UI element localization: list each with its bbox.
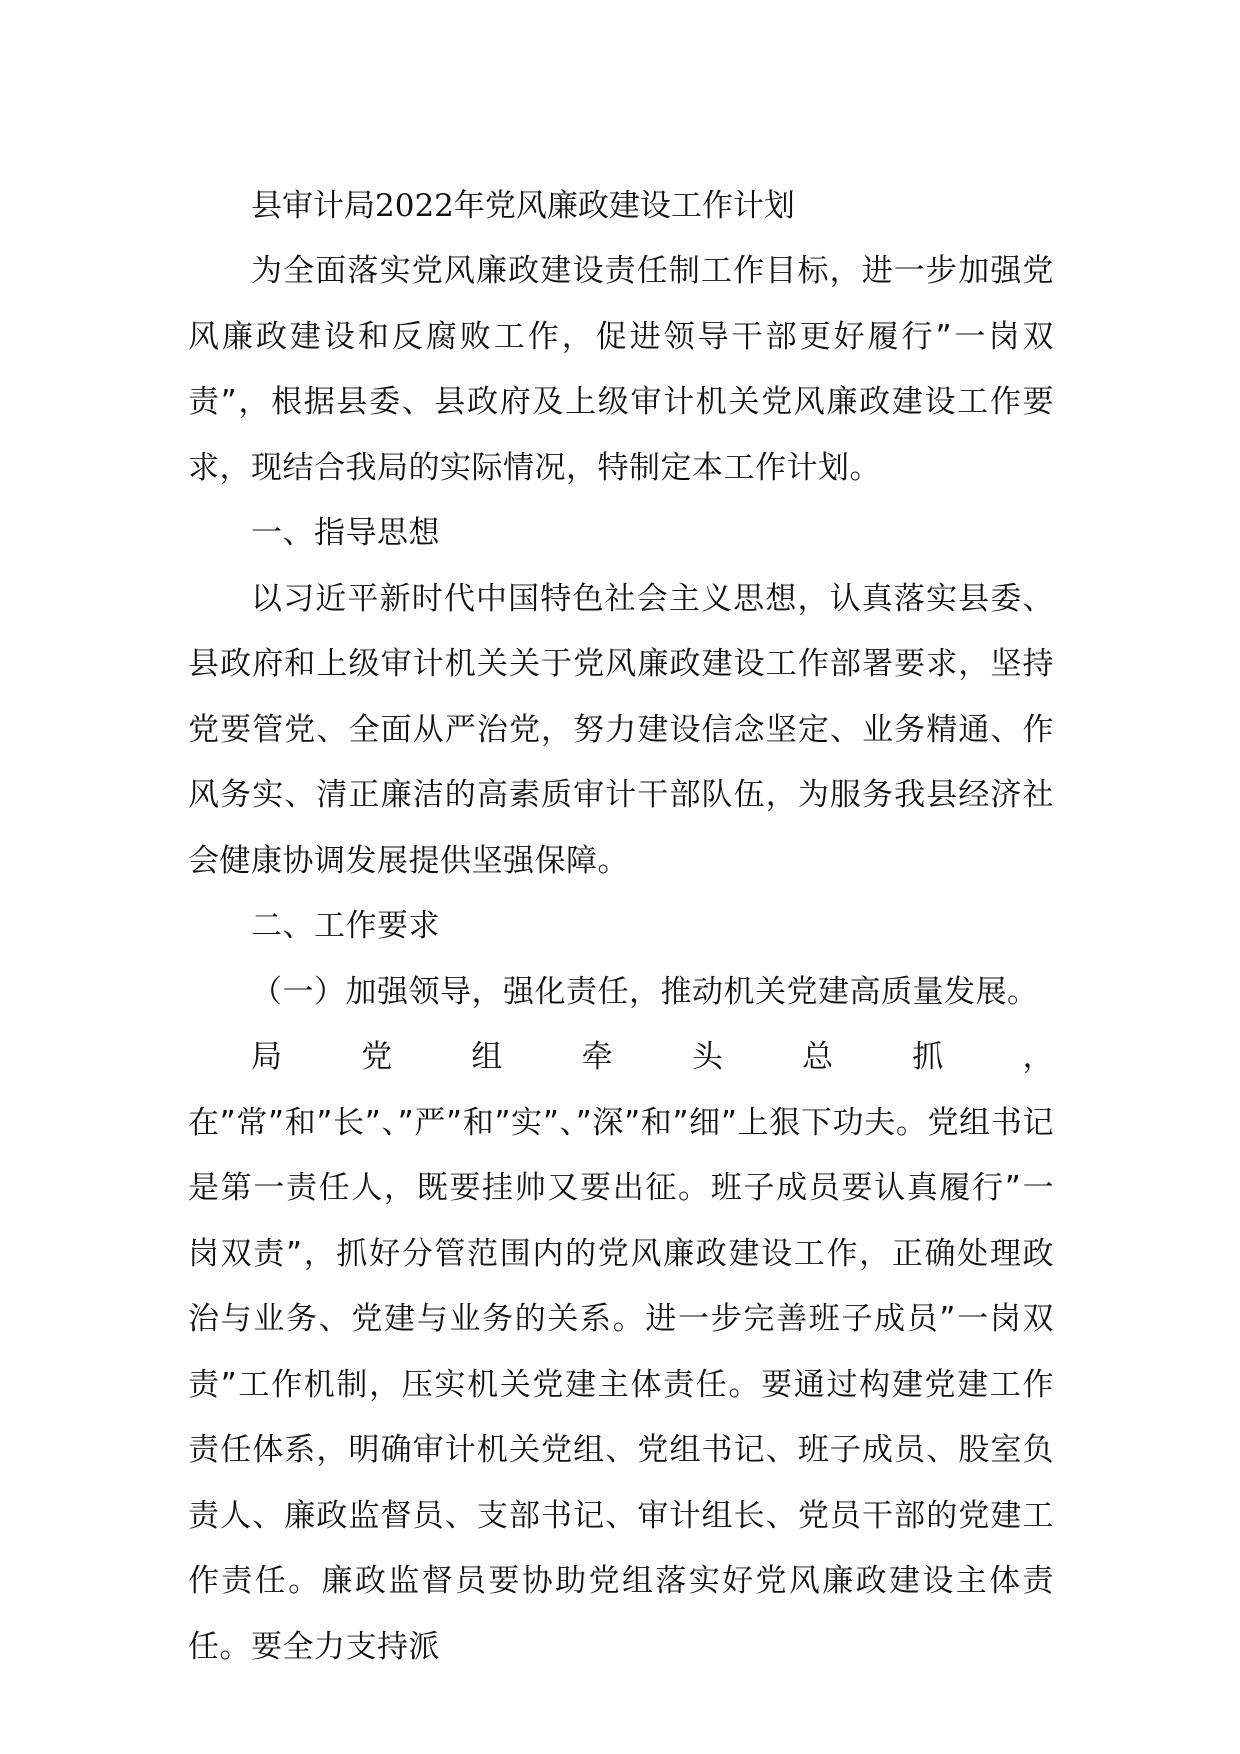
section-heading-work-requirements: 二、工作要求 xyxy=(251,908,440,944)
subsection-heading-leadership: （一）加强领导，强化责任，推动机关党建高质量发展。 xyxy=(251,973,1039,1010)
document-body xyxy=(188,173,1054,1680)
guiding-ideology-paragraph: 以习近平新时代中国特色社会主义思想，认真落实县委、县政府和上级审计机关关于党风廉政建设工作部署要求，坚持党要管党、全面从严治党，努力建设信念坚定、业务精通、作风务实、清正廉洁的高素质审计干部队伍，为服务我县经济社会健康协调发展提供坚强保障。 xyxy=(188,580,1054,879)
document-title: 县审计局2022年党风廉政建设工作计划 xyxy=(251,188,795,224)
section-heading-guiding-ideology: 一、指导思想 xyxy=(251,515,440,551)
leadership-paragraph: 局党组牵头总抓，在”常”和”长”、”严”和”实”、”深”和”细”上狠下功夫。党组书记是第一责任人，既要挂帅又要出征。班子成员要认真履行”一岗双责”，抓好分管范围内的党风廉政建设工作，正确处理政治与业务、党建与业务的关系。进一步完善班子成员”一岗双责”工作机制，压实机关党建主体责任。要通过构建党建工作责任体系，明确审计机关党组、党组书记、班子成员、股室负责人、廉政监督员、支部书记、审计组长、党员干部的党建工作责任。廉政监督员要协助党组落实好党风廉政建设主体责任。要全力支持派 xyxy=(188,1039,1054,1665)
intro-paragraph: 为全面落实党风廉政建设责任制工作目标，进一步加强党风廉政建设和反腐败工作，促进领导干部更好履行”一岗双责”，根据县委、县政府及上级审计机关党风廉政建设工作要求，现结合我局的实际情况，特制定本工作计划。 xyxy=(188,253,1054,486)
